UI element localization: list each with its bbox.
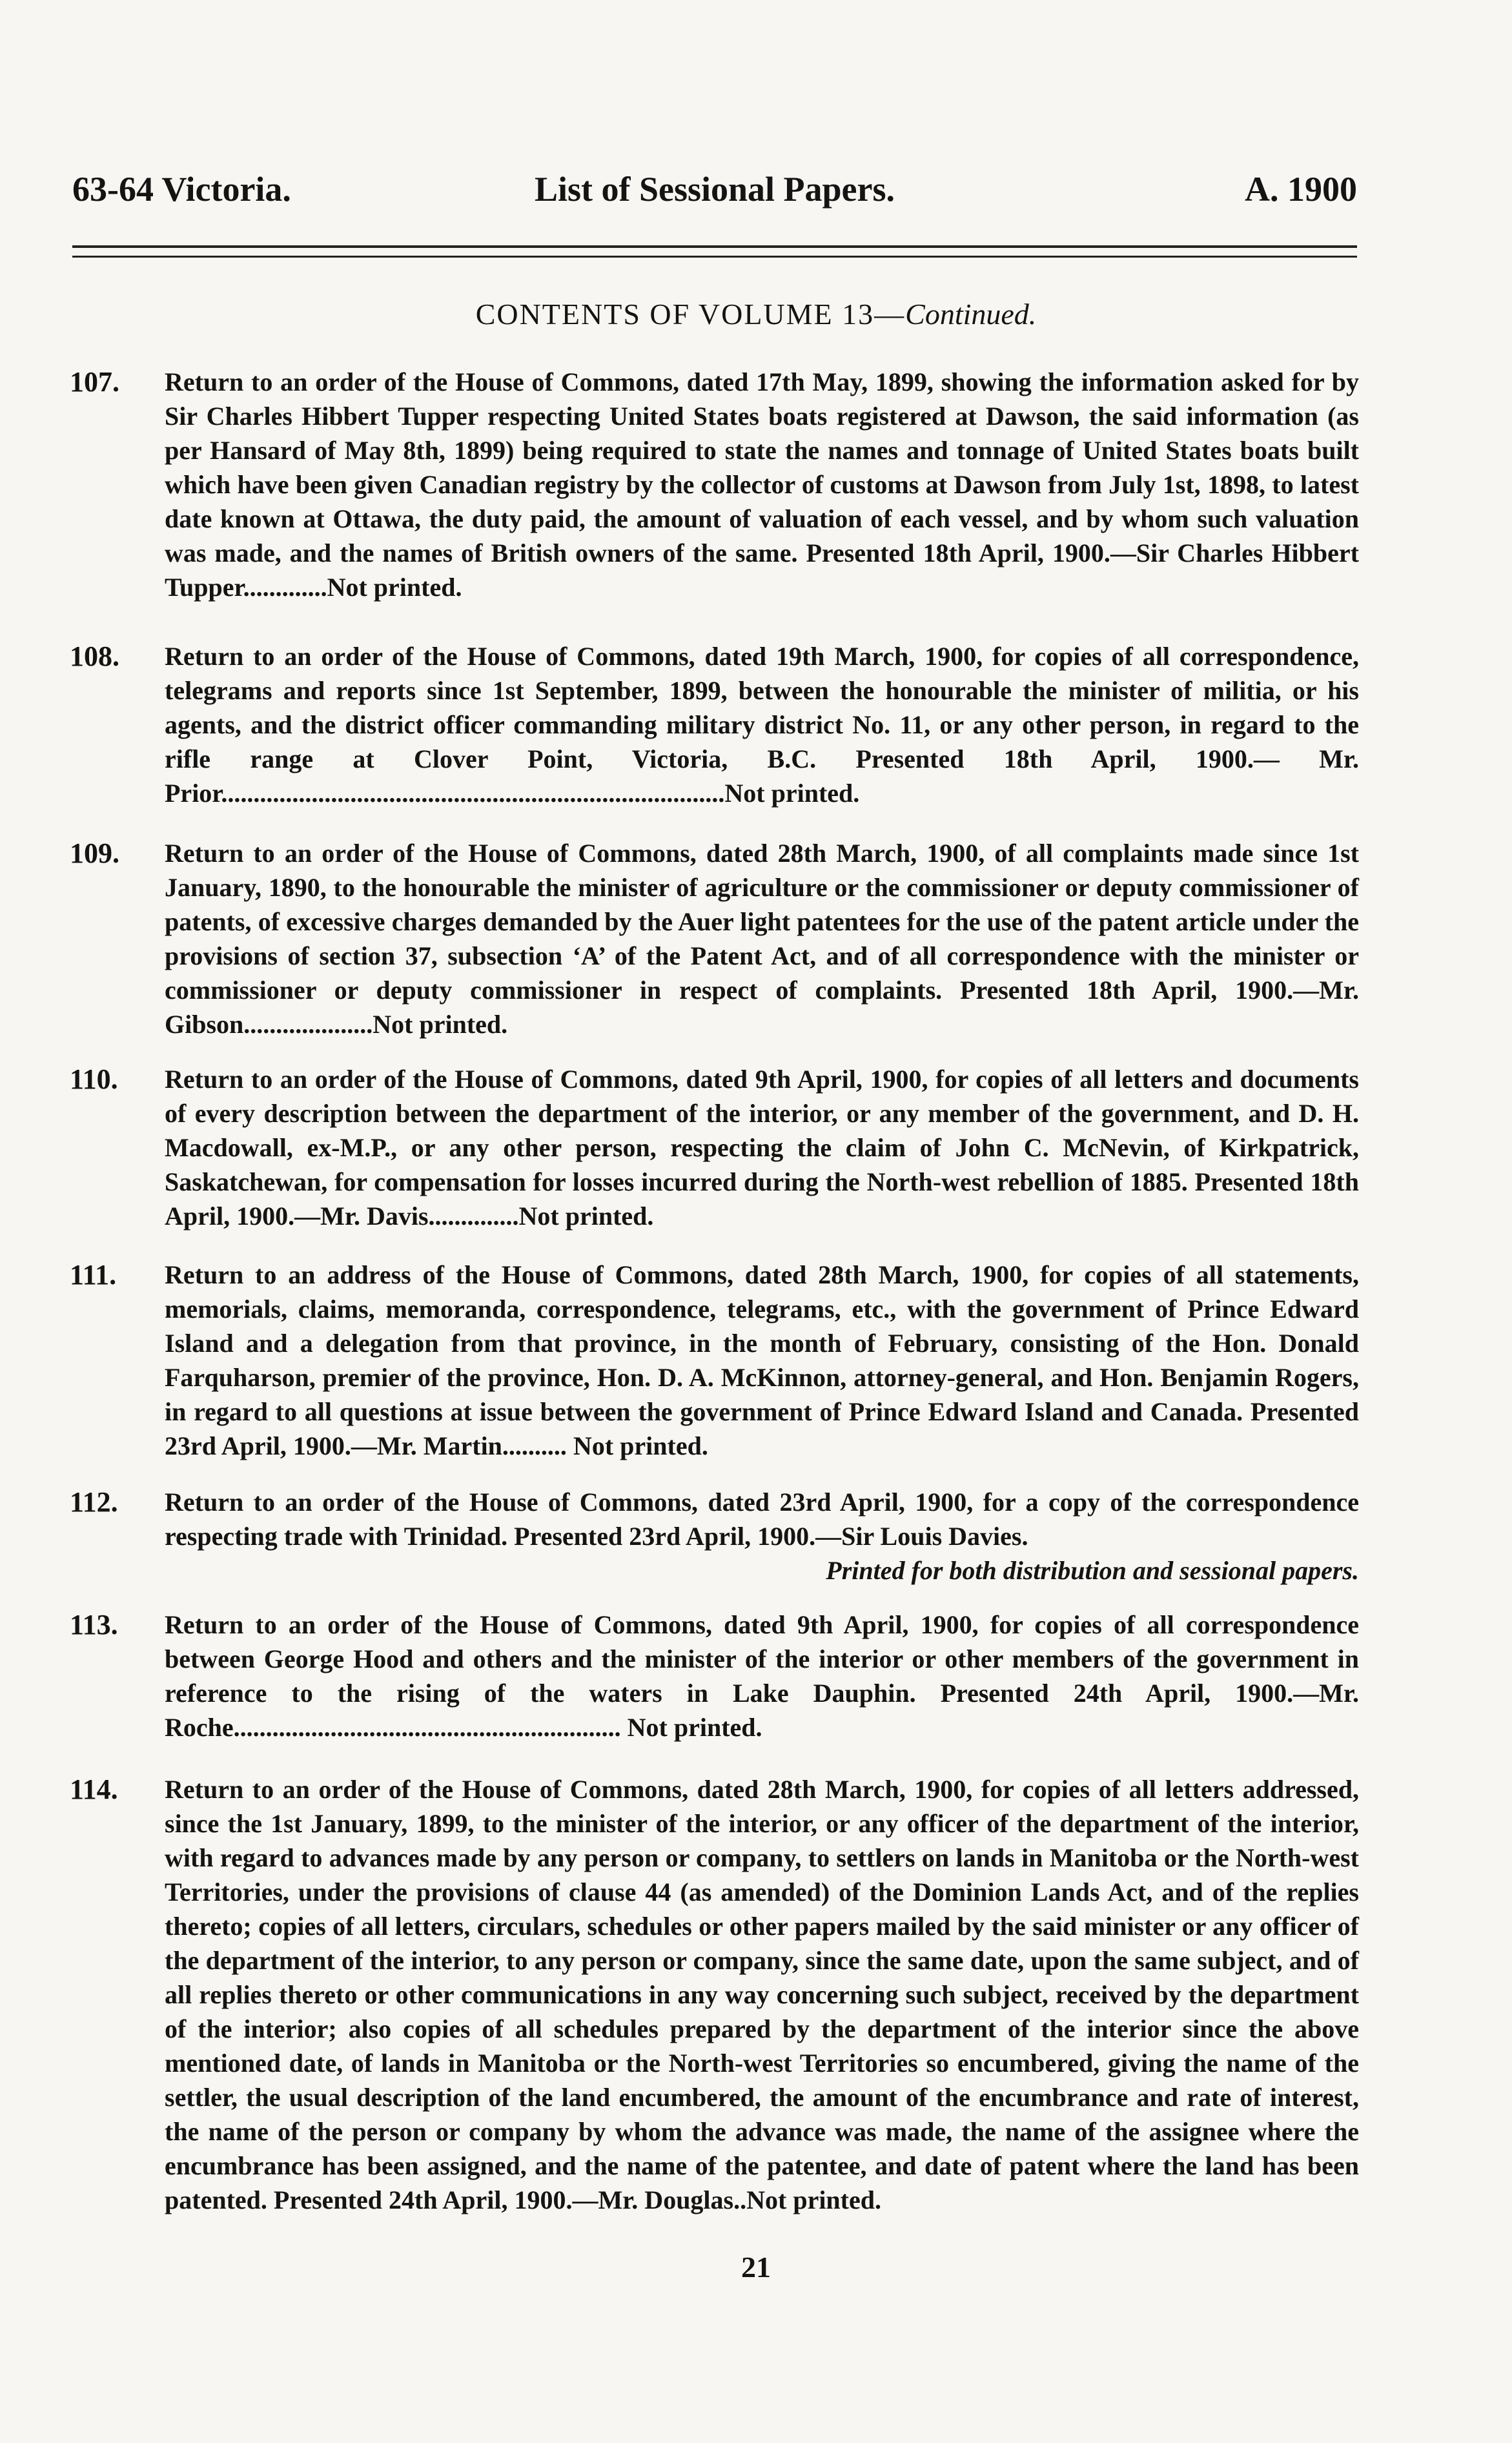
- entry-number: 108.: [70, 640, 119, 672]
- section-title-continued: Continued.: [905, 298, 1037, 331]
- entry-109: [0, 836, 1512, 1043]
- entry-107: [0, 365, 1512, 623]
- entry-text: Return to an order of the House of Commons, dated 19th March, 1900, for copies of all correspondence, telegrams and reports since 1st September, 1899, between the honourable the minister of militia, or his agents, and the district officer commanding military district No. 11, or any other person, in regard to the rifle range at Clover Point, Victoria, B.C. Presented 18th April, 1900.— Mr. Prior..............................................................................Not printed.: [165, 642, 1359, 808]
- entry-text: Return to an order of the House of Commons, dated 9th April, 1900, for copies of all correspondence between George Hood and others and the minister of the interior or other members of the government in reference to the rising of the waters in Lake Dauphin. Presented 24th April, 1900.—Mr. Roche............................................................ Not printed.: [165, 1610, 1359, 1742]
- header-rule-bottom: [72, 256, 1357, 258]
- entry-108: [0, 639, 1512, 813]
- entry-number: 112.: [70, 1486, 118, 1518]
- entry-111: [0, 1258, 1512, 1464]
- section-title-main: CONTENTS OF VOLUME 13—: [475, 298, 906, 331]
- section-title: [0, 297, 1512, 331]
- page-number: 21: [741, 2251, 771, 2284]
- entry-text: Return to an address of the House of Commons, dated 28th March, 1900, for copies of all statements, memorials, claims, memoranda, correspondence, telegrams, etc., with the government of Prince Edward Island and a delegation from that province, in the month of February, consisting of the Hon. Donald Farquharson, premier of the province, Hon. D. A. McKinnon, attorney-general, and Hon. Benjamin Rogers, in regard to all questions at issue between the government of Prince Edward Island and Canada. Presented 23rd April, 1900.—Mr. Martin.......... Not printed.: [165, 1260, 1359, 1460]
- entry-text: Return to an order of the House of Commons, dated 17th May, 1899, showing the information asked for by Sir Charles Hibbert Tupper respecting United States boats registered at Dawson, the said information (as per Hansard of May 8th, 1899) being required to state the names and tonnage of United States boats built which have been given Canadian registry by the collector of customs at Dawson from July 1st, 1898, to latest date known at Ottawa, the duty paid, the amount of valuation of each vessel, and by whom such valuation was made, and the names of British owners of the same. Presented 18th April, 1900.—Sir Charles Hibbert Tupper.............Not printed.: [165, 367, 1359, 602]
- header-rule-top: [72, 245, 1357, 248]
- entry-text-block: [165, 1485, 1359, 1588]
- entry-text: Return to an order of the House of Commons, dated 28th March, 1900, for copies of all letters addressed, since the 1st January, 1899, to the minister of the interior, or any officer of the department of the interior, with regard to advances made by any person or company, to settlers on lands in Manitoba or the North-west Territories, under the provisions of clause 44 (as amended) of the Dominion Lands Act, and of the replies thereto; copies of all letters, circulars, schedules or other papers mailed by the said minister or any officer of the department of the interior, to any person or company, since the same date, upon the same subject, and of all replies thereto or other communications in any way concerning such subject, received by the department of the interior; also copies of all schedules prepared by the department of the interior since the above mentioned date, of lands in Manitoba or the North-west Territories so encumbered, giving the name of the settler, the usual description of the land encumbered, the amount of the encumbrance and rate of interest, the name of the person or company by whom the advance was made, the name of the assignee where the encumbrance has been assigned, and the name of the patentee, and date of patent where the land has been patented. Presented 24th April, 1900.—Mr. Douglas..Not printed.: [165, 1775, 1359, 2214]
- entry-number: 109.: [70, 837, 119, 869]
- entry-printing-note: Printed for both distribution and sessional papers.: [826, 1556, 1359, 1585]
- entry-text: Return to an order of the House of Commons, dated 9th April, 1900, for copies of all letters and documents of every description between the department of the interior, or any member of the government, and D. H. Macdowall, ex-M.P., or any other person, respecting the claim of John C. McNevin, of Kirkpatrick, Saskatchewan, for compensation for losses incurred during the North-west rebellion of 1885. Presented 18th April, 1900.—Mr. Davis..............Not printed.: [165, 1065, 1359, 1231]
- entry-text: Return to an order of the House of Commons, dated 23rd April, 1900, for a copy of the correspondence respecting trade with Trinidad. Presented 23rd April, 1900.—Sir Louis Davies.: [165, 1487, 1359, 1551]
- entry-number: 113.: [70, 1609, 118, 1641]
- entry-number: 111.: [70, 1259, 117, 1291]
- entry-number: 110.: [70, 1063, 118, 1095]
- entry-number: 107.: [70, 366, 119, 398]
- entry-number: 114.: [70, 1773, 118, 1805]
- header-title: List of Sessional Papers.: [534, 170, 895, 209]
- entry-text: Return to an order of the House of Commons, dated 28th March, 1900, of all complaints made since 1st January, 1890, to the honourable the minister of agriculture or the commissioner or deputy commissioner of patents, of excessive charges demanded by the Auer light patentees for the use of the patent article under the provisions of section 37, subsection ‘A’ of the Patent Act, and of all correspondence with the minister or commissioner or deputy commissioner in respect of complaints. Presented 18th April, 1900.—Mr. Gibson....................Not printed.: [165, 839, 1359, 1039]
- entry-112: [0, 1485, 1512, 1595]
- entry-110: [0, 1062, 1512, 1236]
- header-regnal-year: 63-64 Victoria.: [72, 170, 291, 209]
- entry-113: [0, 1608, 1512, 1750]
- running-header: [72, 169, 1357, 221]
- entry-114: [0, 1772, 1512, 2224]
- header-year: A. 1900: [1245, 170, 1357, 209]
